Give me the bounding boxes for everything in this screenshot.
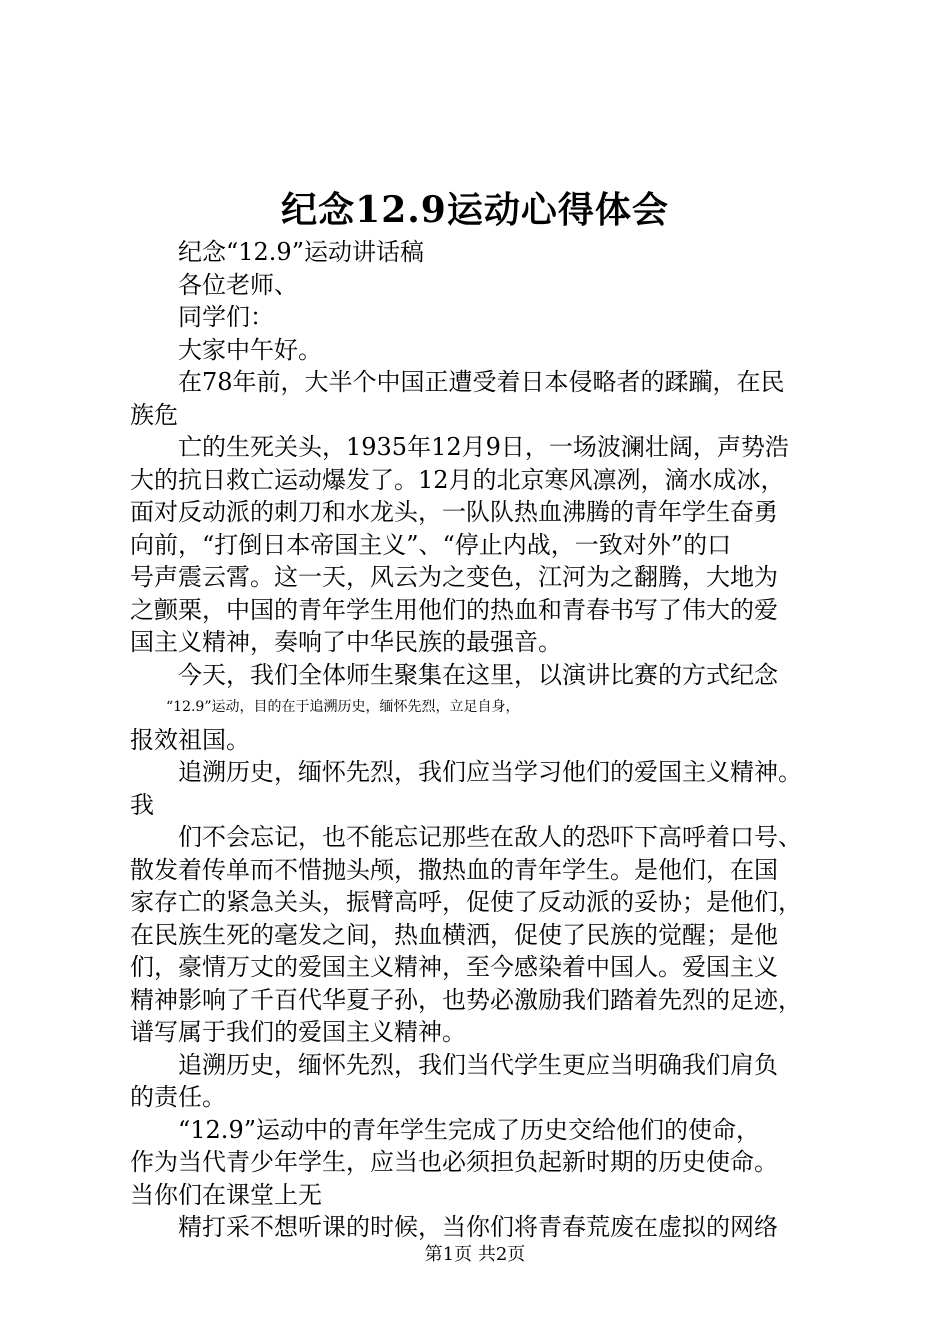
text-line: 家存亡的紧急关头，振臂高呼，促使了反动派的妥协；是他们， (130, 888, 802, 916)
text-line: “12.9”运动，目的在于追溯历史，缅怀先烈，立足自身， (166, 699, 520, 715)
text-line: 作为当代青少年学生，应当也必须担负起新时期的历史使命。 (130, 1148, 778, 1176)
text-line: 我 (130, 790, 154, 819)
text-line: 们，豪情万丈的爱国主义精神，至今感染着中国人。爱国主义 (130, 953, 778, 981)
text-line: 散发着传单而不惜抛头颅，撒热血的青年学生。是他们，在国 (130, 855, 778, 884)
text-line: 之颤栗，中国的青年学生用他们的热血和青春书写了伟大的爱 (130, 595, 778, 624)
text-line: 追溯历史，缅怀先烈，我们应当学习他们的爱国主义精神。 (178, 758, 802, 786)
text-line: “12.9”运动中的青年学生完成了历史交给他们的使命， (178, 1115, 760, 1144)
text-line: 在民族生死的毫发之间，热血横洒，促使了民族的觉醒；是他 (130, 920, 778, 949)
text-line: 报效祖国。 (130, 725, 250, 754)
document-body (130, 236, 830, 1244)
text-line: 亡的生死关头，1935年12月9日，一场波澜壮阔，声势浩 (178, 433, 789, 461)
text-line: 各位老师、 (178, 270, 298, 299)
text-line: 面对反动派的刺刀和水龙头，一队队热血沸腾的青年学生奋勇 (130, 498, 778, 526)
text-line: 在78年前，大半个中国正遭受着日本侵略者的蹂躏，在民 (178, 368, 785, 396)
text-line: 们不会忘记，也不能忘记那些在敌人的恐吓下高呼着口号、 (178, 823, 802, 851)
text-line: 今天，我们全体师生聚集在这里，以演讲比赛的方式纪念 (178, 660, 778, 689)
text-line: 纪念“12.9”运动讲话稿 (178, 238, 424, 266)
text-line: 追溯历史，缅怀先烈，我们当代学生更应当明确我们肩负 (178, 1050, 778, 1079)
text-line: 向前，“打倒日本帝国主义”、“停止内战，一致对外”的口 (130, 530, 732, 559)
text-line: 精神影响了千百代华夏子孙，也势必激励我们踏着先烈的足迹， (130, 985, 802, 1014)
text-line: 大家中午好。 (178, 335, 322, 364)
document-title: 纪念12.9运动心得体会 (281, 189, 669, 231)
text-line: 国主义精神，奏响了中华民族的最强音。 (130, 628, 562, 656)
text-line: 谱写属于我们的爱国主义精神。 (130, 1018, 466, 1046)
text-line: 当你们在课堂上无 (130, 1180, 322, 1209)
page-number: 第1页 共2页 (424, 1244, 526, 1265)
text-line: 族危 (130, 400, 178, 429)
text-line: 同学们： (178, 303, 274, 331)
text-line: 号声震云霄。这一天，风云为之变色，江河为之翻腾，大地为 (130, 563, 778, 591)
text-line: 的责任。 (130, 1083, 226, 1111)
text-line: 精打采不想听课的时候，当你们将青春荒废在虚拟的网络 (178, 1213, 778, 1241)
text-line: 大的抗日救亡运动爆发了。12月的北京寒风凛冽，滴水成冰， (130, 465, 785, 494)
